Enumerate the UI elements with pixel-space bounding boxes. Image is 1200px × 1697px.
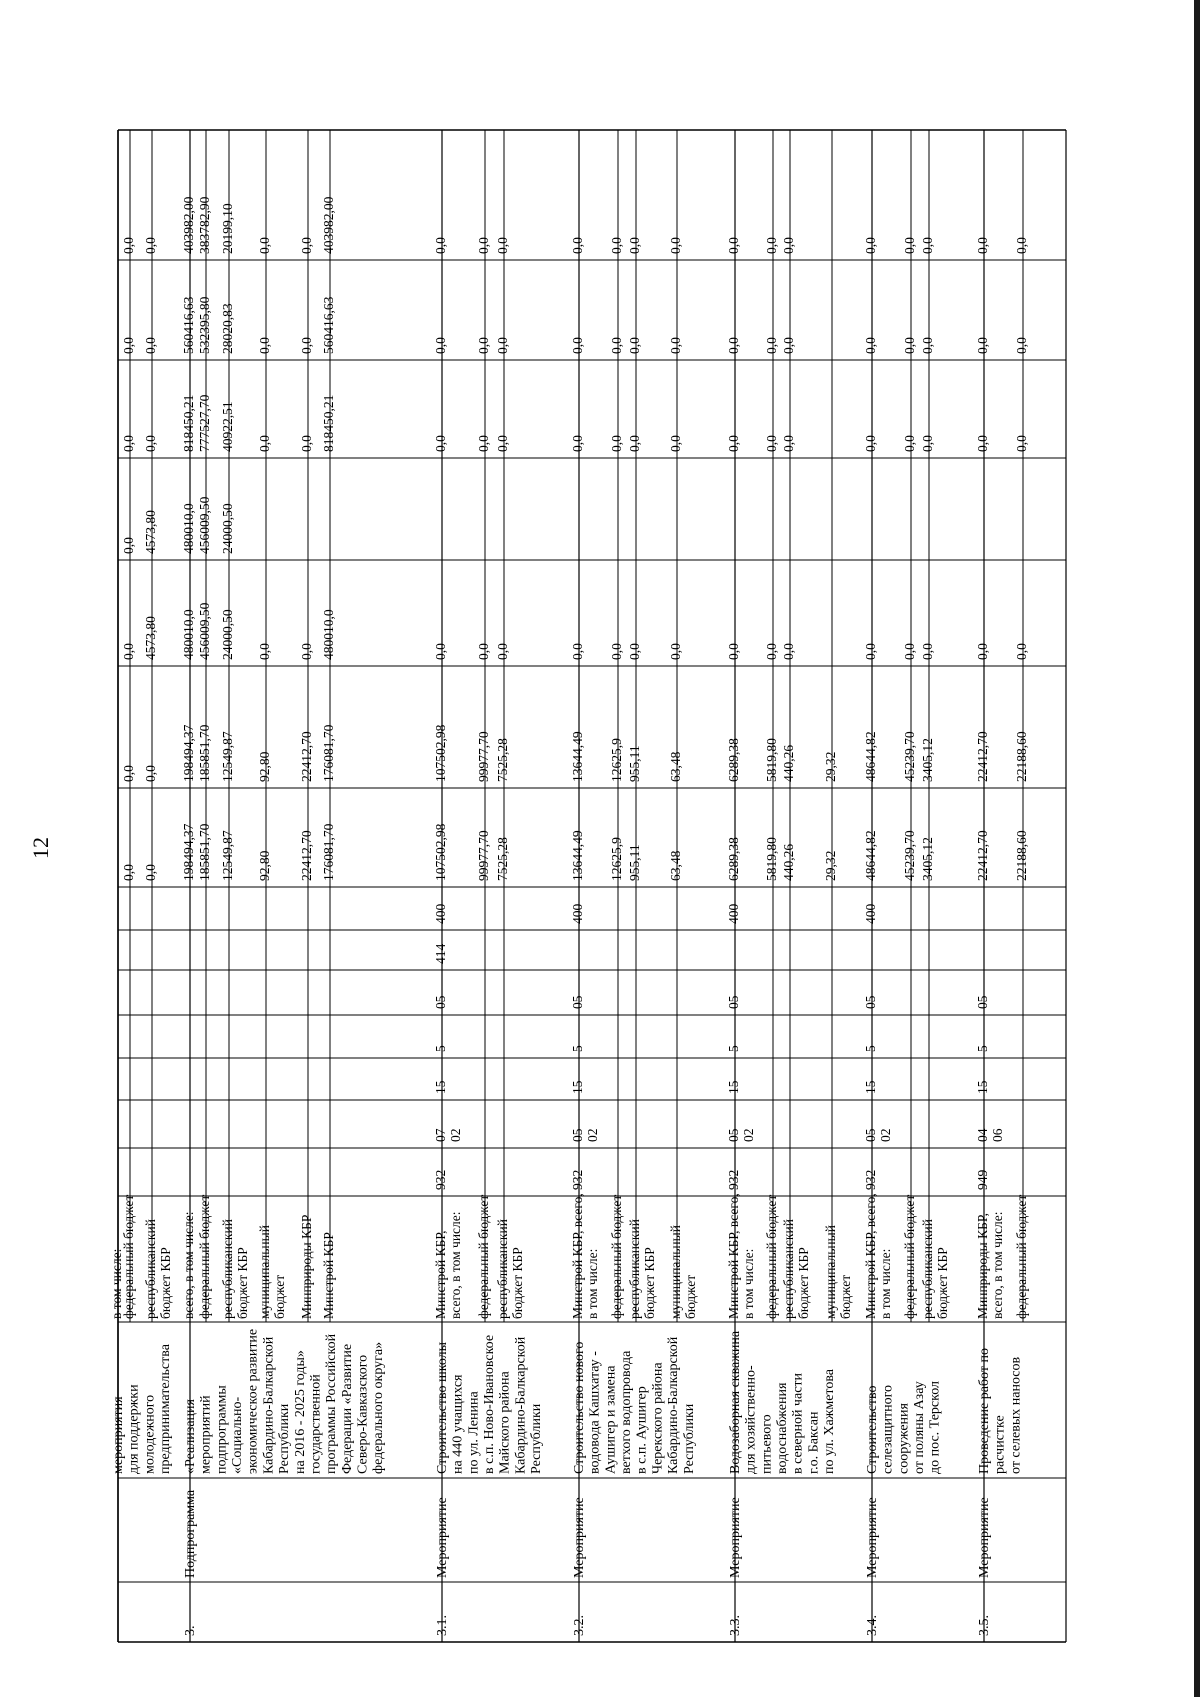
value-v2: 29,32 <box>823 751 838 782</box>
value-rzpr: 02 <box>448 1128 464 1142</box>
value-v3: 0,0 <box>668 643 683 660</box>
row-kind: Мероприятие <box>728 1497 743 1578</box>
value-v6: 0,0 <box>476 337 491 354</box>
value-v3: 0,0 <box>609 643 624 660</box>
value-v5: 0,0 <box>495 435 510 452</box>
value-rzpr: 06 <box>990 1128 1006 1142</box>
measure-name: подпрограммы <box>214 1385 230 1474</box>
value-v5: 0,0 <box>726 435 741 452</box>
measure-name: по ул. Ленина <box>466 1391 482 1474</box>
value-csr1: 15 <box>570 1080 585 1094</box>
value-v6: 28020,83 <box>220 303 235 354</box>
measure-name: Кабардино-Балкарской <box>666 1336 682 1474</box>
value-v3: 0,0 <box>121 643 136 660</box>
responsible-source: Минстрой КБР, <box>433 1230 448 1319</box>
value-v3: 0,0 <box>764 643 779 660</box>
value-v6: 0,0 <box>257 337 272 354</box>
measure-name: селезащитного <box>880 1385 896 1474</box>
measure-name: г.о. Баксан <box>806 1411 822 1474</box>
value-v2: 198494,37 <box>181 724 196 782</box>
measure-name: водоснабжения <box>775 1382 791 1474</box>
value-v5: 0,0 <box>143 435 158 452</box>
value-v2: 63,48 <box>668 751 683 782</box>
value-v6: 560416,63 <box>321 296 336 354</box>
value-grbs: 932 <box>863 1169 878 1190</box>
measure-name: ветхого водопровода <box>619 1350 635 1474</box>
value-v4: 4573,80 <box>143 510 158 554</box>
value-v3: 0,0 <box>299 643 314 660</box>
value-v6: 0,0 <box>121 337 136 354</box>
value-vr: 400 <box>863 903 878 924</box>
responsible-source: бюджет КБР <box>642 1247 658 1319</box>
value-v4: 480010,0 <box>181 503 196 554</box>
value-v2: 92,80 <box>257 751 272 782</box>
value-v5: 0,0 <box>920 435 935 452</box>
value-v4: 24000,50 <box>220 503 235 554</box>
value-v6: 0,0 <box>609 337 624 354</box>
value-v5: 0,0 <box>781 435 796 452</box>
measure-name: на 2016 - 2025 годы» <box>292 1350 308 1474</box>
value-v7: 0,0 <box>863 237 878 254</box>
value-vr: 400 <box>726 903 741 924</box>
responsible-source: в том числе: <box>878 1248 894 1319</box>
measure-name: расчистке <box>992 1415 1008 1474</box>
value-csr2: 5 <box>433 1045 448 1052</box>
responsible-source: муниципальный <box>668 1225 683 1319</box>
value-v5: 0,0 <box>433 435 448 452</box>
value-v1: 92,80 <box>257 850 272 881</box>
measure-name: федерального округа» <box>371 1341 387 1474</box>
value-v2: 955,11 <box>627 745 642 782</box>
responsible-source: Минприроды КБР <box>299 1214 314 1319</box>
responsible-source: федеральный бюджет <box>609 1194 624 1319</box>
value-rzpr: 04 <box>975 1128 990 1142</box>
value-v1: 22412,70 <box>299 830 314 881</box>
measure-name: в с.п. Аушигер <box>634 1386 650 1474</box>
value-v6: 0,0 <box>495 337 510 354</box>
value-v1: 12625,9 <box>609 837 624 881</box>
value-v5: 0,0 <box>764 435 779 452</box>
value-v3: 0,0 <box>257 643 272 660</box>
measure-name: в с.п. Ново-Ивановское <box>482 1334 498 1474</box>
value-v3: 0,0 <box>975 643 990 660</box>
measure-name: Строительство <box>865 1385 880 1474</box>
responsible-source: в том числе: <box>741 1248 757 1319</box>
responsible-source: бюджет КБР <box>235 1247 251 1319</box>
value-v7: 0,0 <box>609 237 624 254</box>
measure-name: государственной <box>308 1374 324 1474</box>
row-kind: Подпрограмма <box>183 1489 198 1578</box>
value-v5: 0,0 <box>863 435 878 452</box>
value-v2: 7525,28 <box>495 738 510 782</box>
value-v1: 107502,98 <box>433 823 448 881</box>
measure-name: для хозяйственно- <box>743 1365 759 1474</box>
value-v3: 0,0 <box>627 643 642 660</box>
value-v6: 0,0 <box>299 337 314 354</box>
measure-name: Проведение работ по <box>977 1348 992 1474</box>
value-csr1: 15 <box>975 1080 990 1094</box>
value-v2: 107502,98 <box>433 724 448 782</box>
value-v7: 0,0 <box>476 237 491 254</box>
value-v1: 955,11 <box>627 844 642 881</box>
value-grbs: 949 <box>975 1169 990 1190</box>
value-v5: 0,0 <box>121 435 136 452</box>
value-v5: 0,0 <box>668 435 683 452</box>
value-v1: 6289,38 <box>726 837 741 881</box>
measure-name: Республики <box>681 1403 697 1474</box>
value-v5: 818450,21 <box>181 394 196 452</box>
value-v6: 0,0 <box>433 337 448 354</box>
value-v1: 0,0 <box>143 864 158 881</box>
measure-name: от селевых наносов <box>1008 1356 1024 1474</box>
responsible-source: бюджет <box>683 1274 699 1319</box>
value-v5: 818450,21 <box>321 394 336 452</box>
value-csr1: 15 <box>863 1080 878 1094</box>
row-number: 3. <box>183 1625 198 1636</box>
measure-name: до пос. Терскол <box>927 1380 943 1474</box>
responsible-source: бюджет КБР <box>935 1247 951 1319</box>
value-csr3: 05 <box>863 995 878 1009</box>
value-v1: 48644,82 <box>863 830 878 881</box>
measure-name: мероприятий <box>198 1395 214 1474</box>
measure-name: мероприятия <box>111 1396 126 1474</box>
scan-edge-shadow <box>1194 0 1200 1697</box>
responsible-source: федеральный бюджет <box>764 1194 779 1319</box>
value-v5: 777527,70 <box>197 394 212 452</box>
value-v3: 24000,50 <box>220 609 235 660</box>
value-rzpr: 05 <box>863 1128 878 1142</box>
value-v3: 0,0 <box>902 643 917 660</box>
measure-name: Черекского района <box>650 1362 666 1474</box>
measure-name: Республики <box>277 1403 293 1474</box>
responsible-source: Минприроды КБР, <box>975 1212 990 1319</box>
measure-name: «Реализация <box>183 1399 198 1474</box>
value-v6: 532395,80 <box>197 296 212 354</box>
value-v3: 0,0 <box>476 643 491 660</box>
value-v2: 176081,70 <box>321 724 336 782</box>
responsible-source: республиканский <box>627 1219 642 1319</box>
value-csr3: 05 <box>433 995 448 1009</box>
value-v3: 0,0 <box>1014 643 1029 660</box>
row-number: 3.5. <box>977 1615 992 1636</box>
responsible-source: федеральный бюджет <box>1014 1194 1029 1319</box>
value-v2: 0,0 <box>121 765 136 782</box>
measure-name: Северо-Кавказского <box>355 1354 371 1474</box>
value-rzpr: 05 <box>726 1128 741 1142</box>
value-v7: 20199,10 <box>220 203 235 254</box>
value-v3: 0,0 <box>495 643 510 660</box>
responsible-source: в том числе: <box>585 1248 601 1319</box>
value-v7: 0,0 <box>764 237 779 254</box>
value-grbs: 932 <box>726 1169 741 1190</box>
value-rzpr: 02 <box>878 1128 894 1142</box>
value-v2: 99977,70 <box>476 731 491 782</box>
budget-table <box>109 130 1066 1642</box>
value-v7: 0,0 <box>668 237 683 254</box>
value-v2: 3405,12 <box>920 738 935 782</box>
value-v1: 176081,70 <box>321 823 336 881</box>
measure-name: Строительство школы <box>435 1341 450 1474</box>
responsible-source: в том числе: <box>109 1248 124 1319</box>
value-rzpr: 02 <box>741 1128 757 1142</box>
value-v7: 0,0 <box>1014 237 1029 254</box>
value-v1: 3405,12 <box>920 837 935 881</box>
value-v5: 0,0 <box>609 435 624 452</box>
value-v1: 22412,70 <box>975 830 990 881</box>
value-v2: 22412,70 <box>975 731 990 782</box>
value-v6: 0,0 <box>863 337 878 354</box>
value-v6: 0,0 <box>1014 337 1029 354</box>
value-v3: 0,0 <box>433 643 448 660</box>
value-rzpr: 02 <box>585 1128 601 1142</box>
measure-name: Кабардино-Балкарской <box>261 1336 277 1474</box>
row-number: 3.1. <box>435 1615 450 1636</box>
value-v2: 6289,38 <box>726 738 741 782</box>
row-kind: Мероприятие <box>977 1497 992 1578</box>
measure-name: Строительство нового <box>572 1341 587 1474</box>
value-v2: 45239,70 <box>902 731 917 782</box>
responsible-source: республиканский <box>143 1219 158 1319</box>
value-v3: 0,0 <box>726 643 741 660</box>
value-rzpr: 07 <box>433 1128 448 1142</box>
value-v7: 0,0 <box>299 237 314 254</box>
value-v2: 12625,9 <box>609 738 624 782</box>
value-v2: 48644,82 <box>863 731 878 782</box>
measure-name: Водозаборная скважина <box>728 1330 743 1474</box>
value-v7: 0,0 <box>975 237 990 254</box>
value-v7: 383782,90 <box>197 196 212 254</box>
value-v3: 0,0 <box>781 643 796 660</box>
responsible-source: бюджет КБР <box>158 1247 174 1319</box>
responsible-source: всего, в том числе: <box>181 1211 196 1319</box>
value-v3: 456009,50 <box>197 602 212 660</box>
value-csr3: 05 <box>570 995 585 1009</box>
row-number: 3.3. <box>728 1615 743 1636</box>
responsible-source: всего, в том числе: <box>448 1211 464 1319</box>
responsible-source: бюджет <box>272 1274 288 1319</box>
value-v2: 185851,70 <box>197 724 212 782</box>
responsible-source: федеральный бюджет <box>121 1194 136 1319</box>
value-v7: 403982,00 <box>321 196 336 254</box>
value-grbs: 932 <box>433 1169 448 1190</box>
page-number: 12 <box>28 837 53 859</box>
measure-name: предпринимательства <box>158 1344 174 1474</box>
value-v6: 0,0 <box>668 337 683 354</box>
row-kind: Мероприятие <box>865 1497 880 1578</box>
value-v7: 0,0 <box>121 237 136 254</box>
responsible-source: бюджет КБР <box>510 1247 526 1319</box>
value-v1: 198494,37 <box>181 823 196 881</box>
value-rzpr: 05 <box>570 1128 585 1142</box>
value-grbs: 932 <box>570 1169 585 1190</box>
value-csr2: 5 <box>863 1045 878 1052</box>
measure-name: молодежного <box>142 1394 158 1474</box>
row-number: 3.4. <box>865 1615 880 1636</box>
value-v7: 0,0 <box>781 237 796 254</box>
value-v3: 0,0 <box>920 643 935 660</box>
value-v1: 22188,60 <box>1014 830 1029 881</box>
measure-name: Аушигер и замена <box>603 1365 619 1474</box>
value-v1: 440,26 <box>781 843 796 881</box>
measure-name: сооружения <box>896 1403 912 1474</box>
value-v7: 0,0 <box>726 237 741 254</box>
value-v5: 0,0 <box>1014 435 1029 452</box>
value-v2: 5819,80 <box>764 738 779 782</box>
value-v3: 480010,0 <box>321 609 336 660</box>
value-v1: 7525,28 <box>495 837 510 881</box>
measure-name: водовода Кашхатау - <box>587 1351 603 1474</box>
value-v1: 29,32 <box>823 850 838 881</box>
value-v5: 40922,51 <box>220 401 235 452</box>
value-v6: 0,0 <box>781 337 796 354</box>
row-number: 3.2. <box>572 1615 587 1636</box>
value-v6: 0,0 <box>902 337 917 354</box>
responsible-source: федеральный бюджет <box>476 1194 491 1319</box>
measure-name: по ул. Хажметова <box>822 1368 838 1474</box>
value-v5: 0,0 <box>975 435 990 452</box>
responsible-source: Минстрой КБР <box>321 1232 336 1319</box>
value-v6: 0,0 <box>627 337 642 354</box>
value-v5: 0,0 <box>570 435 585 452</box>
value-v5: 0,0 <box>902 435 917 452</box>
value-v7: 0,0 <box>495 237 510 254</box>
value-vr: 400 <box>570 903 585 924</box>
value-csr3: 05 <box>975 995 990 1009</box>
measure-name: экономическое развитие <box>245 1328 261 1474</box>
value-v4: 456009,50 <box>197 496 212 554</box>
value-v3: 480010,0 <box>181 609 196 660</box>
value-csr3: 05 <box>726 995 741 1009</box>
value-v1: 185851,70 <box>197 823 212 881</box>
value-v2: 440,26 <box>781 744 796 782</box>
value-v6: 0,0 <box>764 337 779 354</box>
value-csr1: 15 <box>433 1080 448 1094</box>
value-csr4: 414 <box>433 943 448 964</box>
value-v7: 0,0 <box>143 237 158 254</box>
value-v3: 4573,80 <box>143 616 158 660</box>
value-csr1: 15 <box>726 1080 741 1094</box>
responsible-source: Минстрой КБР, всего, <box>863 1193 878 1319</box>
value-v6: 0,0 <box>920 337 935 354</box>
measure-name: Республики <box>529 1403 545 1474</box>
value-v2: 12549,87 <box>220 731 235 782</box>
responsible-source: республиканский <box>920 1219 935 1319</box>
value-v4: 0,0 <box>121 537 136 554</box>
measure-name: питьевого <box>759 1414 775 1474</box>
responsible-source: всего, в том числе: <box>990 1211 1006 1319</box>
value-v1: 13644,49 <box>570 830 585 881</box>
value-v7: 0,0 <box>570 237 585 254</box>
responsible-source: республиканский <box>495 1219 510 1319</box>
measure-name: на 440 учащихся <box>450 1374 466 1474</box>
value-vr: 400 <box>433 903 448 924</box>
value-v1: 5819,80 <box>764 837 779 881</box>
value-v1: 0,0 <box>121 864 136 881</box>
value-v2: 22412,70 <box>299 731 314 782</box>
responsible-source: федеральный бюджет <box>197 1194 212 1319</box>
measure-name: «Социально- <box>230 1396 246 1474</box>
value-v1: 45239,70 <box>902 830 917 881</box>
responsible-source: республиканский <box>781 1219 796 1319</box>
measure-name: в северной части <box>790 1372 806 1474</box>
value-v6: 560416,63 <box>181 296 196 354</box>
value-v7: 0,0 <box>920 237 935 254</box>
value-v5: 0,0 <box>257 435 272 452</box>
responsible-source: федеральный бюджет <box>902 1194 917 1319</box>
value-v1: 99977,70 <box>476 830 491 881</box>
value-csr2: 5 <box>975 1045 990 1052</box>
value-v7: 0,0 <box>257 237 272 254</box>
value-v5: 0,0 <box>627 435 642 452</box>
value-v7: 0,0 <box>627 237 642 254</box>
measure-name: Федерации «Развитие <box>339 1343 355 1474</box>
responsible-source: бюджет <box>838 1274 854 1319</box>
value-v2: 0,0 <box>143 765 158 782</box>
row-kind: Мероприятие <box>435 1497 450 1578</box>
value-v1: 63,48 <box>668 850 683 881</box>
value-csr2: 5 <box>726 1045 741 1052</box>
value-v1: 12549,87 <box>220 830 235 881</box>
responsible-source: Минстрой КБР, всего, <box>570 1193 585 1319</box>
responsible-source: Минстрой КБР, всего, <box>726 1193 741 1319</box>
value-v5: 0,0 <box>476 435 491 452</box>
value-v2: 22188,60 <box>1014 731 1029 782</box>
measure-name: программы Российской <box>324 1333 340 1474</box>
responsible-source: муниципальный <box>257 1225 272 1319</box>
value-v2: 13644,49 <box>570 731 585 782</box>
value-csr2: 5 <box>570 1045 585 1052</box>
value-v3: 0,0 <box>570 643 585 660</box>
value-v6: 0,0 <box>975 337 990 354</box>
row-kind: Мероприятие <box>572 1497 587 1578</box>
measure-name: для поддержки <box>126 1384 142 1474</box>
value-v7: 0,0 <box>433 237 448 254</box>
responsible-source: бюджет КБР <box>796 1247 812 1319</box>
measure-name: от поляны Азау <box>912 1381 928 1474</box>
value-v3: 0,0 <box>863 643 878 660</box>
value-v7: 403982,00 <box>181 196 196 254</box>
value-v6: 0,0 <box>726 337 741 354</box>
responsible-source: муниципальный <box>823 1225 838 1319</box>
value-v5: 0,0 <box>299 435 314 452</box>
value-v7: 0,0 <box>902 237 917 254</box>
measure-name: Кабардино-Балкарской <box>513 1336 529 1474</box>
value-v6: 0,0 <box>570 337 585 354</box>
value-v6: 0,0 <box>143 337 158 354</box>
responsible-source: республиканский <box>220 1219 235 1319</box>
measure-name: Майского района <box>497 1371 513 1474</box>
